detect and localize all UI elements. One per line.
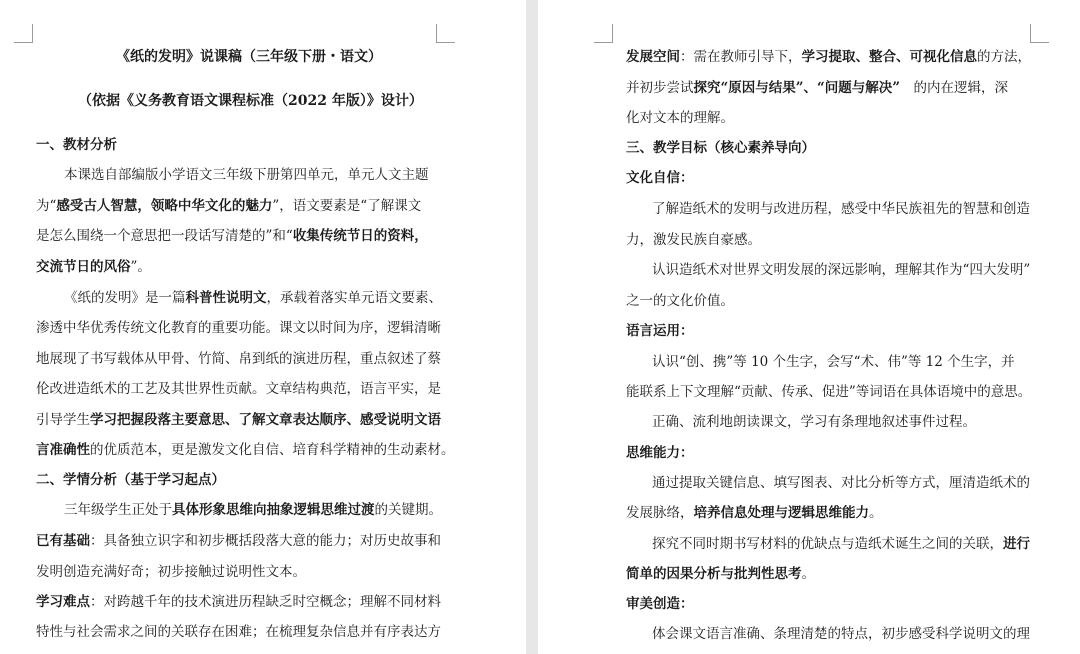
paragraph-line: 力，激发民族自豪感。: [626, 232, 761, 248]
paragraph-line: 能联系上下文理解“贡献、传承、促进”等词语在具体语境中的意思。: [626, 384, 1032, 400]
paragraph-line: 已有基础：具备独立识字和初步概括段落大意的能力；对历史故事和: [36, 533, 441, 549]
section-heading-3: 三、教学目标（核心素养导向）: [626, 140, 815, 156]
paragraph-line: 特性与社会需求之间的关联存在困难；在梳理复杂信息并有序表达方: [36, 624, 441, 640]
subsection-heading: 文化自信：: [626, 170, 694, 186]
paragraph-line: 正确、流利地朗读课文，学习有条理地叙述事件过程。: [652, 414, 976, 430]
paragraph-line: 认识“创、携”等 10 个生字，会写“术、伟”等 12 个生字，并: [652, 354, 1015, 370]
margin-mark-top-right: [436, 24, 455, 43]
paragraph-line: 交流节日的风俗”。: [36, 259, 151, 275]
paragraph-line: 体会课文语言准确、条理清楚的特点，初步感受科学说明文的理: [652, 626, 1030, 642]
margin-mark-top-left: [14, 24, 33, 43]
paragraph-line: 地展现了书写载体从甲骨、竹简、帛到纸的演进历程，重点叙述了蔡: [36, 351, 441, 367]
paragraph-line: 为“感受古人智慧，领略中华文化的魅力”，语文要素是“了解课文: [36, 198, 422, 214]
document-title: 《纸的发明》说课稿（三年级下册・语文）: [116, 49, 382, 65]
paragraph-line: 发明创造充满好奇；初步接触过说明性文本。: [36, 564, 306, 580]
document-page-right: [538, 0, 1080, 654]
subsection-heading: 审美创造：: [626, 596, 694, 612]
paragraph-line: 学习难点：对跨越千年的技术演进历程缺乏时空概念；理解不同材料: [36, 594, 441, 610]
section-heading-2: 二、学情分析（基于学习起点）: [36, 472, 225, 488]
paragraph-line: 渗透中华优秀传统文化教育的重要功能。课文以时间为序，逻辑清晰: [36, 320, 441, 336]
paragraph-line: 言准确性的优质范本，更是激发文化自信、培育科学精神的生动素材。: [36, 442, 455, 458]
document-subtitle: （依据《义务教育语文课程标准（2022 年版）》设计）: [78, 93, 423, 109]
margin-mark-top-left: [594, 24, 613, 43]
paragraph-line: 发展空间：需在教师引导下，学习提取、整合、可视化信息的方法，: [626, 49, 1031, 65]
paragraph-line: 并初步尝试探究“原因与结果”、“问题与解决” 的内在逻辑，深: [626, 80, 1009, 96]
section-heading-1: 一、教材分析: [36, 137, 117, 153]
document-page-left: [0, 0, 526, 654]
paragraph-line: 伦改进造纸术的工艺及其世界性贡献。文章结构典范，语言平实，是: [36, 381, 441, 397]
paragraph-line: 探究不同时期书写材料的优缺点与造纸术诞生之间的关联，进行: [652, 536, 1030, 552]
subsection-heading: 思维能力：: [626, 445, 694, 461]
paragraph-line: 本课选自部编版小学语文三年级下册第四单元，单元人文主题: [64, 167, 429, 183]
paragraph-line: 通过提取关键信息、填写图表、对比分析等方式，厘清造纸术的: [652, 475, 1030, 491]
paragraph-line: 化对文本的理解。: [626, 110, 734, 126]
paragraph-line: 引导学生学习把握段落主要意思、了解文章表达顺序、感受说明文语: [36, 412, 441, 428]
paragraph-line: 三年级学生正处于具体形象思维向抽象逻辑思维过渡的关键期。: [64, 502, 442, 518]
paragraph-line: 简单的因果分析与批判性思考。: [626, 566, 815, 582]
paragraph-line: 认识造纸术对世界文明发展的深远影响，理解其作为“四大发明”: [652, 262, 1031, 278]
paragraph-line: 之一的文化价值。: [626, 293, 734, 309]
subsection-heading: 语言运用：: [626, 323, 694, 339]
paragraph-line: 发展脉络，培养信息处理与逻辑思维能力。: [626, 505, 883, 521]
margin-mark-top-right: [1030, 24, 1049, 43]
paragraph-line: 是怎么围绕一个意思把一段话写清楚的”和“收集传统节日的资料，: [36, 228, 428, 244]
paragraph-line: 了解造纸术的发明与改进历程，感受中华民族祖先的智慧和创造: [652, 201, 1030, 217]
paragraph-line: 《纸的发明》是一篇科普性说明文，承载着落实单元语文要素、: [64, 290, 442, 306]
